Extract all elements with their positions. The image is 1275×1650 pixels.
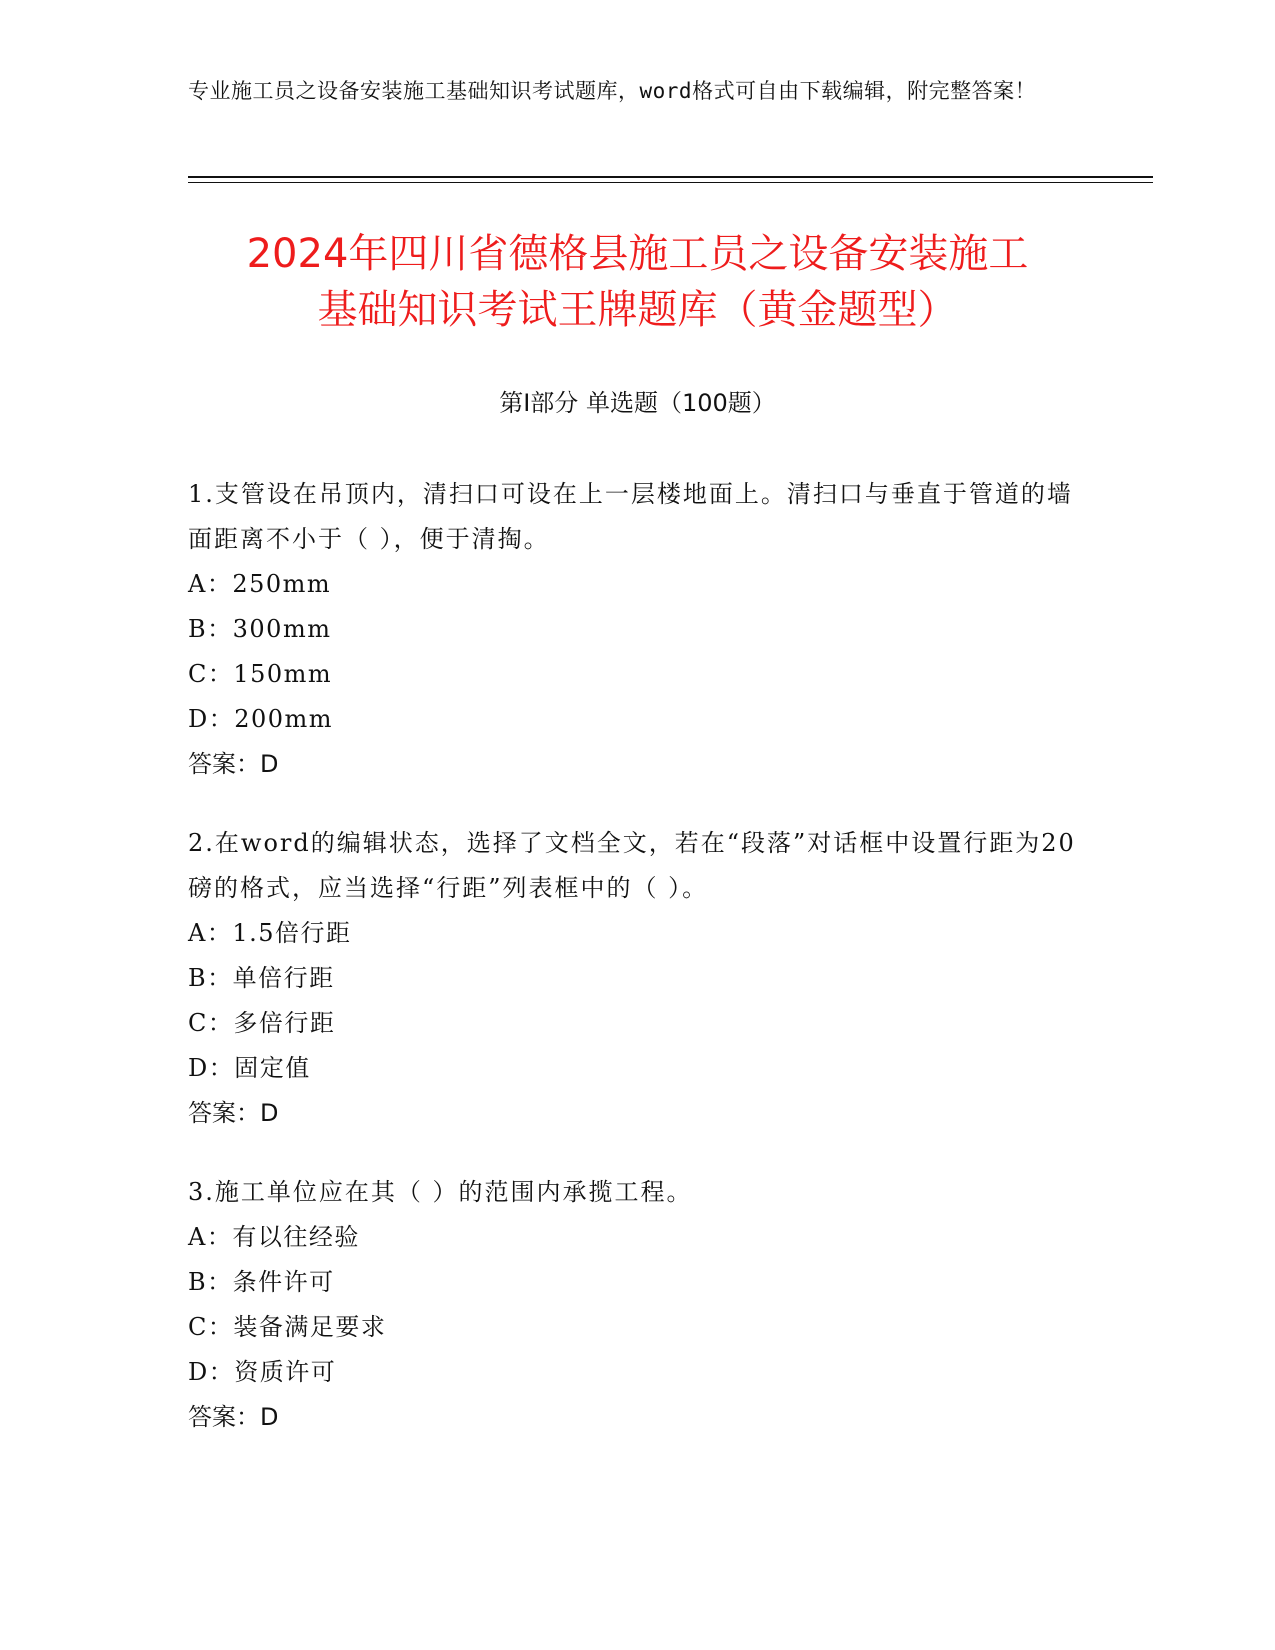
header-rule-thin [188,182,1153,183]
question-stem: 2.在word的编辑状态，选择了文档全文，若在“段落”对话框中设置行距为20磅的格式，应当选择“行距”列表框中的（ ）。 [188,829,1076,902]
option-d: D：固定值 [188,1054,311,1082]
answer: 答案：D [188,750,279,778]
header-note: 专业施工员之设备安装施工基础知识考试题库，word格式可自由下载编辑，附完整答案！ [188,79,1037,103]
option-a: A：250mm [188,570,332,598]
header-rule-thick [188,176,1153,178]
option-a: A：1.5倍行距 [188,919,352,947]
option-a: A：有以往经验 [188,1223,360,1251]
option-b: B：300mm [188,615,332,643]
answer: 答案：D [188,1403,279,1431]
section-heading: 第I部分 单选题（100题） [499,389,776,417]
option-b: B：条件许可 [188,1268,335,1296]
question-list [188,472,1088,1474]
option-b: B：单倍行距 [188,964,335,992]
answer: 答案：D [188,1099,279,1127]
document-title-line-1: 2024年四川省德格县施工员之设备安装施工 [246,231,1029,277]
document-title [150,226,1125,338]
question-stem: 1.支管设在吊顶内，清扫口可设在上一层楼地面上。清扫口与垂直于管道的墙面距离不小于（ ），便于清掏。 [188,480,1073,553]
question-2 [188,821,1088,1136]
option-c: C：150mm [188,660,333,688]
question-1 [188,472,1088,787]
option-c: C：装备满足要求 [188,1313,387,1341]
option-d: D：资质许可 [188,1358,337,1386]
option-d: D：200mm [188,705,334,733]
document-title-line-2: 基础知识考试王牌题库（黄金题型） [317,287,958,333]
question-stem: 3.施工单位应在其（ ）的范围内承揽工程。 [188,1178,693,1206]
question-3 [188,1170,1088,1440]
option-c: C：多倍行距 [188,1009,336,1037]
